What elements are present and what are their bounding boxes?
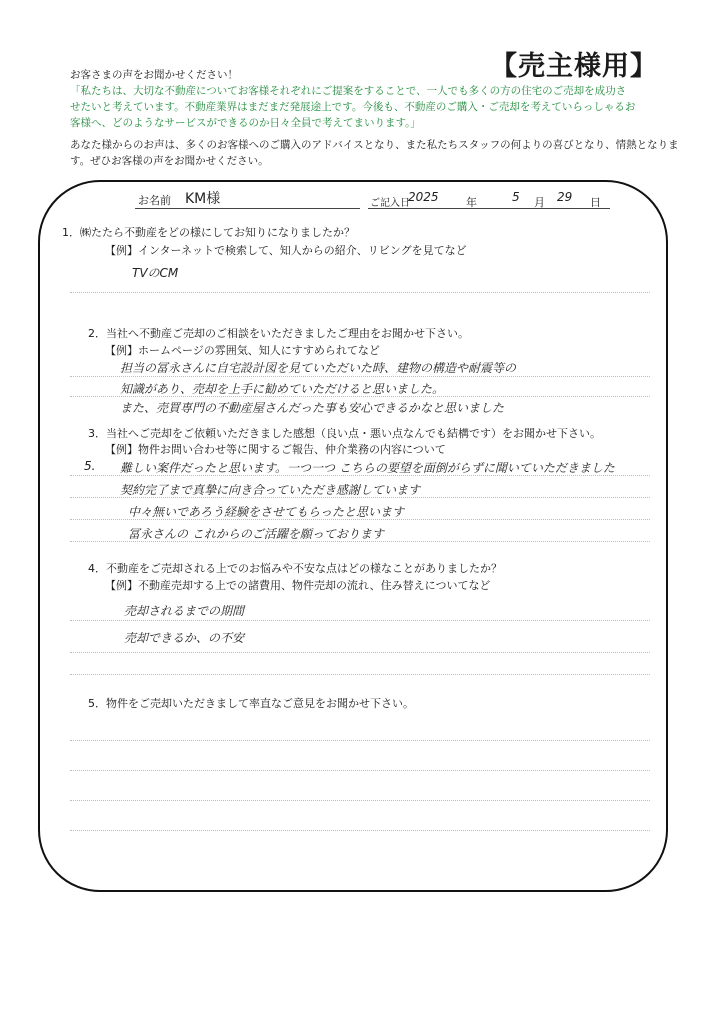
answer-line xyxy=(70,396,650,397)
mission-line: せたいと考えています。不動産業界はまだまだ発展途上です。今後も、不動産のご購入・ご売却を考えていらっしゃるお xyxy=(70,101,636,113)
mission-line: 客様へ、どのようなサービスができるのか日々全員で考えてまいります。」 xyxy=(70,117,421,129)
name-label: お名前 xyxy=(138,194,171,207)
question-3: 3．当社へご売却をご依頼いただきました感想（良い点・悪い点なんでも結構です）をお聞かせ下さい。 xyxy=(88,427,601,440)
question-2: 2．当社へ不動産ご売却のご相談をいただきましたご理由をお聞かせ下さい。 xyxy=(88,327,469,340)
answer-line xyxy=(70,770,650,771)
example-2: 【例】ホームページの雰囲気、知人にすすめられてなど xyxy=(105,344,380,357)
answer-line xyxy=(70,541,650,542)
name-value: KM様 xyxy=(185,191,221,207)
note-line: あなた様からのお声は、多くのお客様へのご購入のアドバイスとなり、また私たちスタッフの何よりの喜びとなり、情熱となりま xyxy=(70,139,679,151)
day-value: 29 xyxy=(557,190,573,204)
date-label: ご記入日 xyxy=(370,198,410,209)
answer-line xyxy=(70,674,650,675)
answer-line xyxy=(70,475,650,476)
answer-3-line: 中々無いであろう経験をさせてもらったと思います xyxy=(128,505,405,519)
intro-greeting: お客さまの声をお聞かせください！ xyxy=(70,69,238,81)
date-underline xyxy=(368,208,610,209)
mission-line: 「私たちは、大切な不動産についてお客様それぞれにご提案をすることで、一人でも多くの方の住宅のご売却を成功さ xyxy=(70,85,627,97)
answer-2-line: 担当の冨永さんに自宅設計図を見ていただいた時、建物の構造や耐震等の xyxy=(120,361,517,375)
answer-line xyxy=(70,830,650,831)
seller-badge: 【売主様用】 xyxy=(490,51,658,82)
question-5: 5．物件をご売却いただきまして率直なご意見をお聞かせ下さい。 xyxy=(88,697,414,710)
question-1: 1．㈱たたら不動産をどの様にしてお知りになりましたか？ xyxy=(62,226,355,239)
example-4: 【例】不動産売却する上での諸費用、物件売却の流れ、住み替えについてなど xyxy=(105,579,491,592)
year-value: 2025 xyxy=(408,190,439,204)
answer-line xyxy=(70,800,650,801)
note-line: す。ぜひお客様の声をお聞かせください。 xyxy=(70,155,269,167)
answer-2-line: 知識があり、売却を上手に勧めていただけると思いました。 xyxy=(120,382,445,396)
answer-3-line: 冨永さんの これからのご活躍を願っております xyxy=(128,527,384,541)
answer-3-line: 契約完了まで真摯に向き合っていただき感謝しています xyxy=(120,483,421,497)
answer-line xyxy=(70,620,650,621)
answer-3-prefix: 5. xyxy=(84,459,96,473)
answer-4-line: 売却されるまでの期間 xyxy=(124,604,245,618)
name-underline xyxy=(135,208,360,209)
answer-2-line: また、売買専門の不動産屋さんだった事も安心できるかなと思いました xyxy=(120,401,505,415)
answer-line xyxy=(70,376,650,377)
answer-line xyxy=(70,652,650,653)
answer-line xyxy=(70,497,650,498)
answer-4-line: 売却できるか、の不安 xyxy=(124,631,245,645)
month-unit: 月 xyxy=(534,196,545,209)
answer-1-line: TVのCM xyxy=(132,266,179,280)
answer-3-line: 難しい案件だったと思います。一つ一つ こちらの要望を面倒がらずに聞いていただきました xyxy=(120,461,615,475)
day-unit: 日 xyxy=(590,196,601,209)
example-1: 【例】インターネットで検索して、知人からの紹介、リビングを見てなど xyxy=(105,244,467,257)
answer-line xyxy=(70,740,650,741)
question-4: 4．不動産をご売却される上でのお悩みや不安な点はどの様なことがありましたか？ xyxy=(88,562,502,575)
answer-line xyxy=(70,292,650,293)
answer-line xyxy=(70,519,650,520)
year-unit: 年 xyxy=(466,196,477,209)
example-3: 【例】物件お問い合わせ等に関するご報告、仲介業務の内容について xyxy=(105,443,446,456)
month-value: 5 xyxy=(512,190,520,204)
